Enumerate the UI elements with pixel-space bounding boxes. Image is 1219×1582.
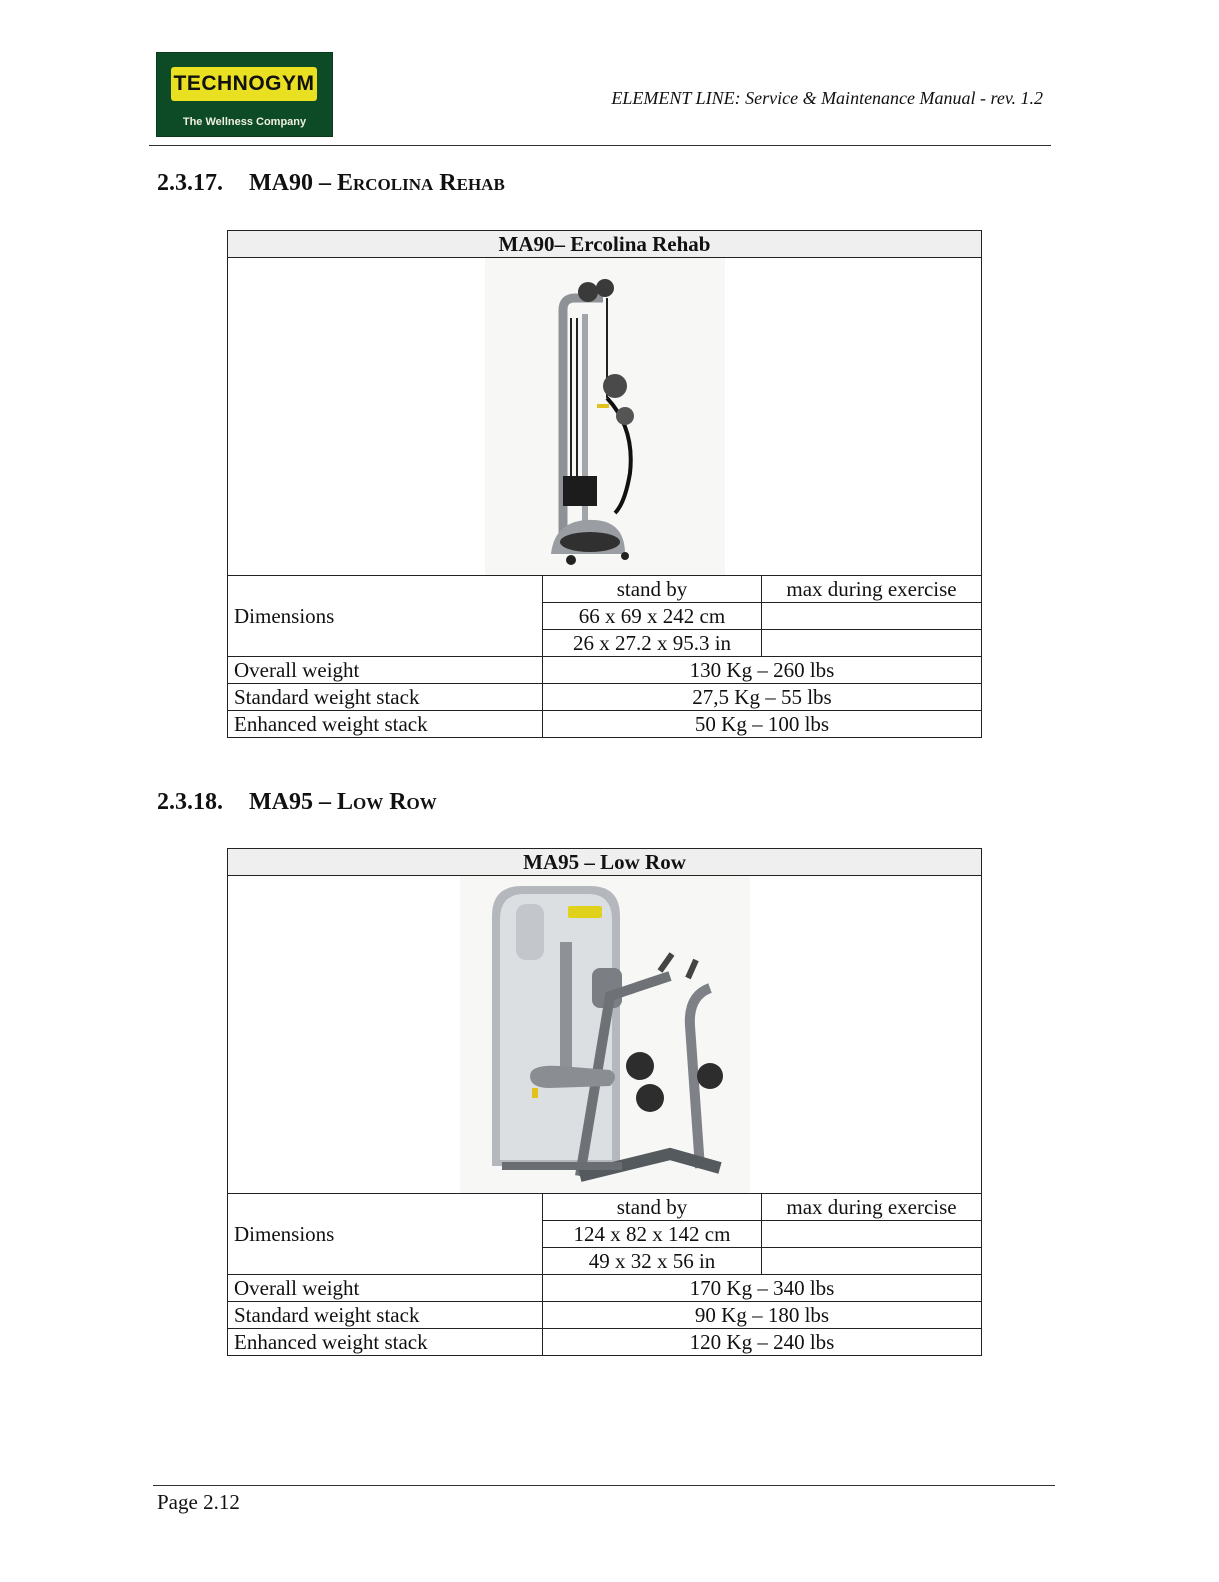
- row-label: Standard weight stack: [228, 684, 543, 711]
- header-divider: [149, 145, 1051, 146]
- row-label: Standard weight stack: [228, 1302, 543, 1329]
- table-row: [228, 1329, 982, 1356]
- table-caption: MA90– Ercolina Rehab: [228, 231, 982, 258]
- page-number: Page 2.12: [157, 1490, 240, 1514]
- low-row-machine-image: [460, 876, 750, 1193]
- section-number: 2.3.18.: [157, 789, 223, 815]
- row-value: 90 Kg – 180 lbs: [543, 1302, 982, 1329]
- row-label: Overall weight: [228, 1275, 543, 1302]
- section-title: MA90 – Ercolina Rehab: [249, 170, 505, 196]
- spec-table-ma95: [227, 848, 982, 1356]
- table-row: [228, 711, 982, 738]
- section-heading-ma95: [157, 789, 437, 816]
- col-stand-by: stand by: [543, 576, 762, 603]
- table-row: [228, 657, 982, 684]
- dimension-in: 49 x 32 x 56 in: [543, 1248, 762, 1275]
- section-number: 2.3.17.: [157, 170, 223, 196]
- dimensions-label: Dimensions: [228, 576, 543, 657]
- dimension-cm: 124 x 82 x 142 cm: [543, 1221, 762, 1248]
- col-max-during-exercise: max during exercise: [762, 1194, 982, 1221]
- logo-tagline: The Wellness Company: [182, 116, 307, 128]
- dimension-in-max: [762, 630, 982, 657]
- product-photo-cell: [228, 258, 982, 576]
- row-label: Overall weight: [228, 657, 543, 684]
- row-label: Enhanced weight stack: [228, 711, 543, 738]
- table-caption: MA95 – Low Row: [228, 849, 982, 876]
- section-title: MA95 – Low Row: [249, 789, 437, 815]
- table-row: [228, 1275, 982, 1302]
- section-heading-ma90: [157, 170, 505, 197]
- row-value: 130 Kg – 260 lbs: [543, 657, 982, 684]
- row-value: 170 Kg – 340 lbs: [543, 1275, 982, 1302]
- dimension-cm-max: [762, 603, 982, 630]
- manual-title: ELEMENT LINE: Service & Maintenance Manual - rev. 1.2: [611, 88, 1043, 108]
- col-stand-by: stand by: [543, 1194, 762, 1221]
- dimension-cm: 66 x 69 x 242 cm: [543, 603, 762, 630]
- logo-wordmark: TECHNOGYM: [171, 67, 317, 101]
- row-value: 27,5 Kg – 55 lbs: [543, 684, 982, 711]
- table-row: [228, 1302, 982, 1329]
- product-photo-cell: [228, 876, 982, 1194]
- col-max-during-exercise: max during exercise: [762, 576, 982, 603]
- dimension-cm-max: [762, 1221, 982, 1248]
- ercolina-machine-image: [485, 258, 725, 575]
- dimension-in: 26 x 27.2 x 95.3 in: [543, 630, 762, 657]
- dimensions-label: Dimensions: [228, 1194, 543, 1275]
- dimension-in-max: [762, 1248, 982, 1275]
- table-row: [228, 684, 982, 711]
- row-label: Enhanced weight stack: [228, 1329, 543, 1356]
- row-value: 120 Kg – 240 lbs: [543, 1329, 982, 1356]
- row-value: 50 Kg – 100 lbs: [543, 711, 982, 738]
- spec-table-ma90: [227, 230, 982, 738]
- footer-divider: [153, 1485, 1055, 1486]
- technogym-logo: [156, 52, 333, 137]
